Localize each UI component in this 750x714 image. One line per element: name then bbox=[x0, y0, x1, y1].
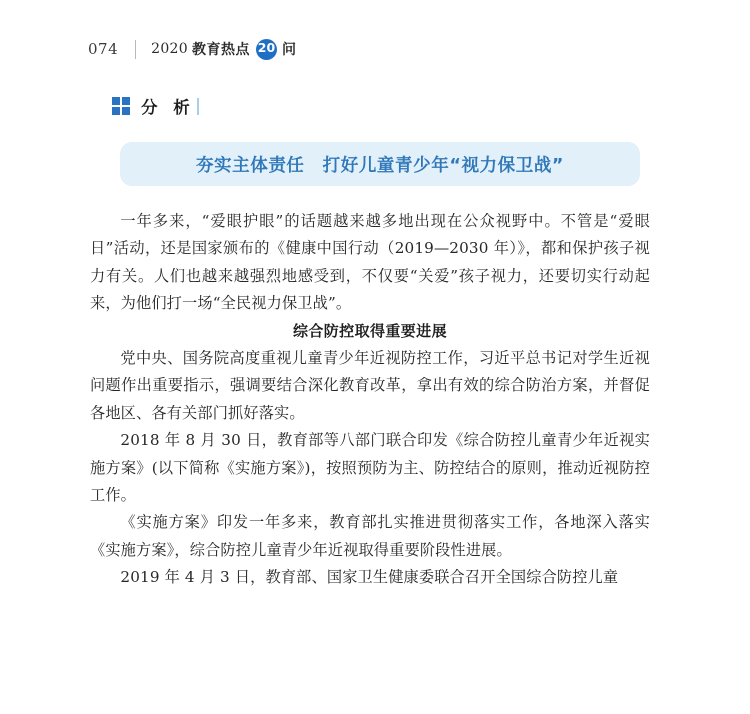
section-accent-bar bbox=[197, 98, 199, 115]
grid-square bbox=[112, 107, 120, 115]
body-subheading: 综合防控取得重要进展 bbox=[292, 321, 447, 340]
running-header bbox=[88, 36, 296, 62]
article-title-banner bbox=[120, 142, 640, 186]
grid-square bbox=[122, 107, 130, 115]
book-title-suffix: 问 bbox=[281, 42, 297, 58]
body-paragraph: 《实施方案》印发一年多来，教育部扎实推进贯彻落实工作，各地深入落实《实施方案》，综合防控儿童青少年近视取得重要阶段性进展。 bbox=[90, 513, 650, 559]
grid-square bbox=[112, 97, 120, 105]
article-body bbox=[90, 208, 650, 592]
book-title-year: 2020 bbox=[151, 41, 188, 57]
section-label: 分 析 bbox=[141, 98, 195, 117]
body-paragraph: 一年多来，“爱眼护眼”的话题越来越多地出现在公众视野中。不管是“爱眼日”活动，还是国家颁布的《健康中国行动（2019—2030 年）》，都和保护孩子视力有关。人们也越来越强烈地感受到，不仅要“关爱”孩子视力，还要切实行动起来，为他们打一场“全民视力保卫战”。 bbox=[90, 212, 650, 313]
page-number: 074 bbox=[88, 40, 119, 58]
book-title-text: 教育热点 bbox=[191, 42, 250, 58]
issue-count-badge: 20 bbox=[256, 39, 277, 60]
header-divider bbox=[135, 40, 136, 59]
article-title: 夯实主体责任 打好儿童青少年“视力保卫战” bbox=[195, 155, 565, 176]
body-paragraph: 2018 年 8 月 30 日，教育部等八部门联合印发《综合防控儿童青少年近视实施方案》(以下简称《实施方案》)，按照预防为主、防控结合的原则，推动近视防控工作。 bbox=[90, 431, 650, 505]
grid-four-squares-icon bbox=[112, 97, 130, 115]
book-title bbox=[151, 39, 296, 60]
section-marker bbox=[112, 93, 199, 119]
body-paragraph: 2019 年 4 月 3 日，教育部、国家卫生健康委联合召开全国综合防控儿童 bbox=[120, 568, 619, 587]
grid-square bbox=[122, 97, 130, 105]
body-paragraph: 党中央、国务院高度重视儿童青少年近视防控工作，习近平总书记对学生近视问题作出重要指示，强调要结合深化教育改革，拿出有效的综合防治方案，并督促各地区、各有关部门抓好落实。 bbox=[90, 349, 650, 422]
